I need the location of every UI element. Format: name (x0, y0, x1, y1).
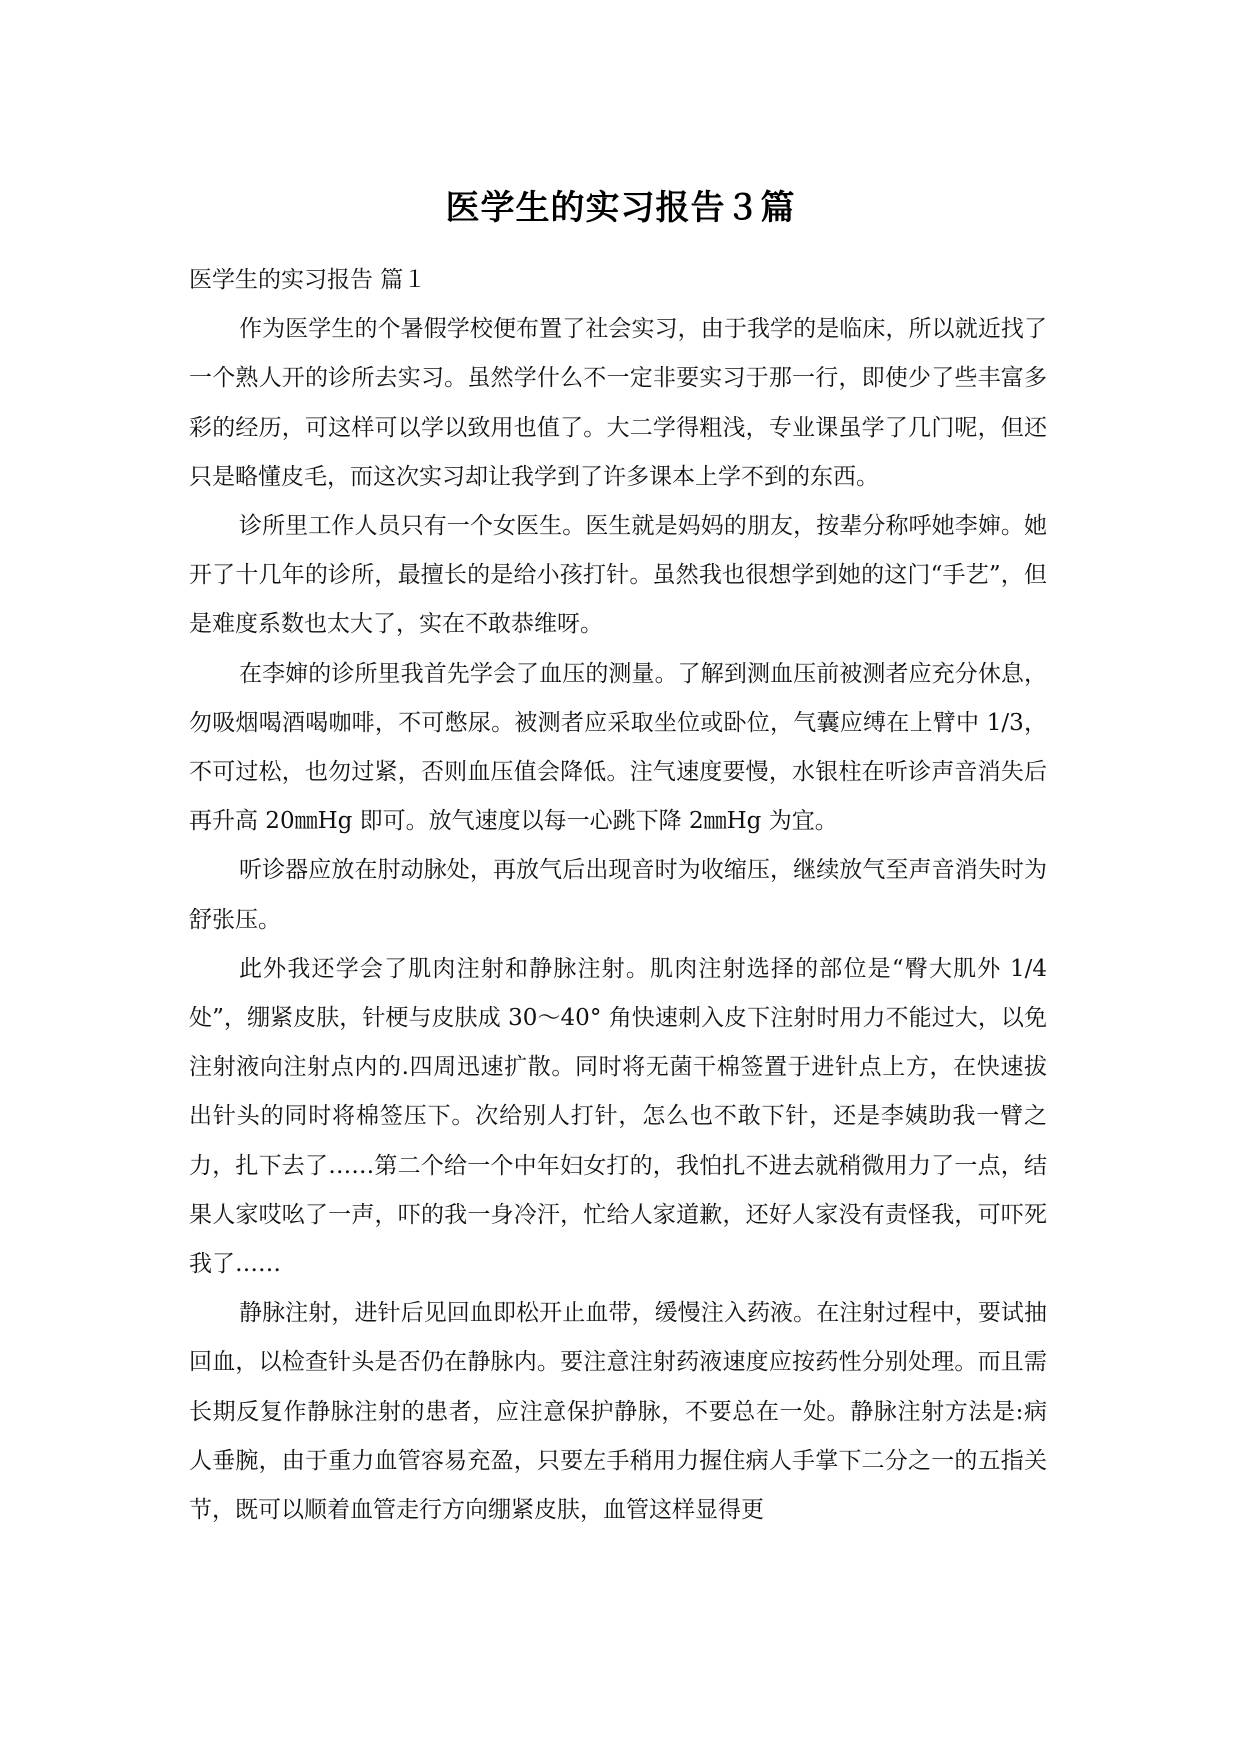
paragraph: 在李婶的诊所里我首先学会了血压的测量。了解到测血压前被测者应充分休息，勿吸烟喝酒喝咖啡，不可憋尿。被测者应采取坐位或卧位，气囊应缚在上臂中 1/3，不可过松，也勿过紧，否则血压值会降低。注气速度要慢，水银柱在听诊声音消失后再升高 20㎜Hg 即可。放气速度以每一心跳下降 2㎜Hg 为宜。 (189, 660, 1047, 835)
document-body (189, 256, 1047, 1535)
document-title: 医学生的实习报告３篇 (445, 188, 796, 228)
paragraph: 此外我还学会了肌肉注射和静脉注射。肌肉注射选择的部位是“臀大肌外 1/4 处”，绷紧皮肤，针梗与皮肤成 30～40° 角快速刺入皮下注射时用力不能过大，以免注射液向注射点内的.四周迅速扩散。同时将无菌干棉签置于进针点上方，在快速拔出针头的同时将棉签压下。次给别人打针，怎么也不敢下针，还是李姨助我一臂之力，扎下去了……第二个给一个中年妇女打的，我怕扎不进去就稍微用力了一点，结果人家哎吆了一声，吓的我一身冷汗，忙给人家道歉，还好人家没有责怪我，可吓死我了…… (189, 955, 1047, 1278)
paragraph: 静脉注射，进针后见回血即松开止血带，缓慢注入药液。在注射过程中，要试抽回血，以检查针头是否仍在静脉内。要注意注射药液速度应按药性分别处理。而且需长期反复作静脉注射的患者，应注意保护静脉，不要总在一处。静脉注射方法是:病人垂腕，由于重力血管容易充盈，只要左手稍用力握住病人手掌下二分之一的五指关节，既可以顺着血管走行方向绷紧皮肤，血管这样显得更 (189, 1300, 1047, 1524)
section-heading: 医学生的实习报告 篇１ (189, 267, 427, 293)
paragraph: 作为医学生的个暑假学校便布置了社会实习，由于我学的是临床，所以就近找了一个熟人开的诊所去实习。虽然学什么不一定非要实习于那一行，即使少了些丰富多彩的经历，可这样可以学以致用也值了。大二学得粗浅，专业课虽学了几门呢，但还只是略懂皮毛，而这次实习却让我学到了许多课本上学不到的东西。 (189, 316, 1047, 490)
paragraph: 听诊器应放在肘动脉处，再放气后出现音时为收缩压，继续放气至声音消失时为舒张压。 (189, 857, 1047, 933)
paragraph: 诊所里工作人员只有一个女医生。医生就是妈妈的朋友，按辈分称呼她李婶。她开了十几年的诊所，最擅长的是给小孩打针。虽然我也很想学到她的这门“手艺”，但是难度系数也太大了，实在不敢恭维呀。 (189, 513, 1047, 638)
